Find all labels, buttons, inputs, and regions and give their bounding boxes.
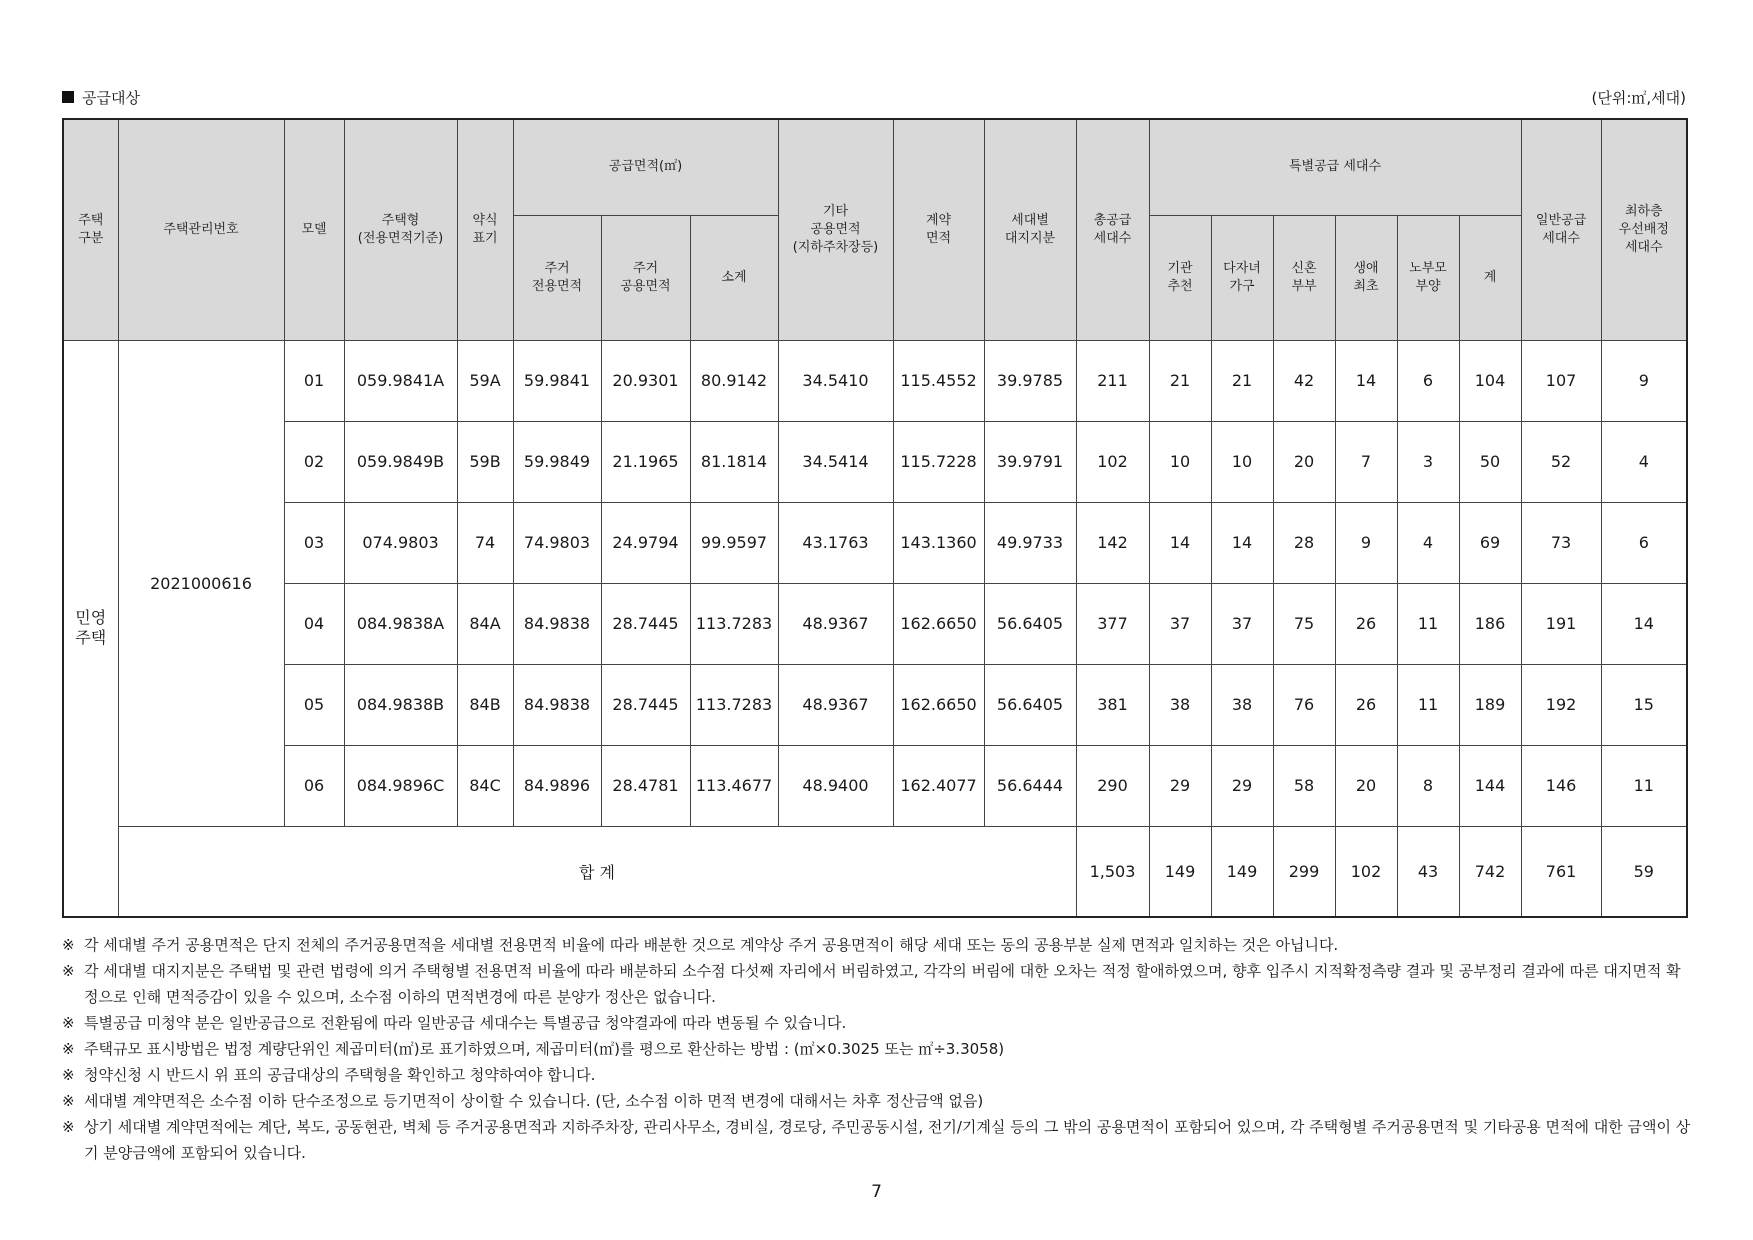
cell-contract: 162.6650 (893, 664, 984, 745)
cell-newly: 58 (1273, 745, 1335, 826)
header-model: 모델 (284, 119, 344, 340)
note-text: 특별공급 미청약 분은 일반공급으로 전환됨에 따라 일반공급 세대수는 특별공급 청약결과에 따라 변동될 수 있습니다. (84, 1014, 847, 1032)
total-newly: 299 (1273, 826, 1335, 917)
header-subtotal: 소계 (690, 215, 778, 340)
reference-mark-icon: ※ (62, 936, 75, 954)
cell-model: 03 (284, 502, 344, 583)
cell-sum: 69 (1459, 502, 1521, 583)
header-land-share: 세대별 대지지분 (984, 119, 1076, 340)
section-title (62, 87, 140, 108)
cell-newly: 75 (1273, 583, 1335, 664)
cell-contract: 162.4077 (893, 745, 984, 826)
cell-lowest: 15 (1601, 664, 1687, 745)
cell-land: 56.6444 (984, 745, 1076, 826)
notes-list (62, 932, 1692, 1166)
header-special-sum: 계 (1459, 215, 1521, 340)
cell-model: 02 (284, 421, 344, 502)
cell-general: 73 (1521, 502, 1601, 583)
cell-total: 381 (1076, 664, 1149, 745)
cell-total: 102 (1076, 421, 1149, 502)
cell-sum: 104 (1459, 340, 1521, 421)
total-supply-sum: 1,503 (1076, 826, 1149, 917)
table-row (63, 340, 1687, 421)
header-general-supply: 일반공급 세대수 (1521, 119, 1601, 340)
cell-model: 06 (284, 745, 344, 826)
cell-subtotal: 80.9142 (690, 340, 778, 421)
reference-mark-icon: ※ (62, 1014, 75, 1032)
header-total-supply: 총공급 세대수 (1076, 119, 1149, 340)
note-text: 주택규모 표시방법은 법정 계량단위인 제곱미터(㎡)로 표기하였으며, 제곱미터(㎡)를 평으로 환산하는 방법 : (㎡×0.3025 또는 ㎡÷3.3058) (84, 1040, 1005, 1058)
page-number: 7 (871, 1182, 882, 1202)
cell-first: 7 (1335, 421, 1397, 502)
header-multichild: 다자녀 가구 (1211, 215, 1273, 340)
cell-common: 21.1965 (601, 421, 690, 502)
cell-land: 39.9785 (984, 340, 1076, 421)
note-item (62, 958, 1692, 1010)
note-text: 청약신청 시 반드시 위 표의 공급대상의 주택형을 확인하고 청약하여야 합니다. (84, 1066, 596, 1084)
reference-mark-icon: ※ (62, 1092, 75, 1110)
cell-contract: 143.1360 (893, 502, 984, 583)
cell-other-common: 48.9367 (778, 583, 893, 664)
cell-inst: 29 (1149, 745, 1211, 826)
cell-exclusive: 84.9896 (513, 745, 601, 826)
table-row (63, 583, 1687, 664)
header-management-no: 주택관리번호 (118, 119, 284, 340)
cell-model: 05 (284, 664, 344, 745)
cell-general: 146 (1521, 745, 1601, 826)
unit-label: (단위:㎡,세대) (1591, 88, 1686, 107)
note-item (62, 1036, 1692, 1062)
cell-multi: 37 (1211, 583, 1273, 664)
table-row (63, 502, 1687, 583)
cell-elder: 11 (1397, 583, 1459, 664)
cell-total: 211 (1076, 340, 1149, 421)
cell-elder: 4 (1397, 502, 1459, 583)
cell-contract: 115.4552 (893, 340, 984, 421)
note-item (62, 932, 1692, 958)
cell-house-type: 084.9838B (344, 664, 457, 745)
cell-multi: 38 (1211, 664, 1273, 745)
note-text: 세대별 계약면적은 소수점 이하 단수조정으로 등기면적이 상이할 수 있습니다. (단, 소수점 이하 면적 변경에 대해서는 차후 정산금액 없음) (84, 1092, 984, 1110)
cell-other-common: 43.1763 (778, 502, 893, 583)
cell-exclusive: 84.9838 (513, 583, 601, 664)
cell-lowest: 4 (1601, 421, 1687, 502)
total-lowest: 59 (1601, 826, 1687, 917)
cell-land: 56.6405 (984, 664, 1076, 745)
cell-total: 290 (1076, 745, 1149, 826)
cell-elder: 8 (1397, 745, 1459, 826)
cell-contract: 162.6650 (893, 583, 984, 664)
table-row (63, 664, 1687, 745)
header-house-type: 주택형 (전용면적기준) (344, 119, 457, 340)
cell-other-common: 34.5414 (778, 421, 893, 502)
cell-house-type: 084.9838A (344, 583, 457, 664)
cell-subtotal: 81.1814 (690, 421, 778, 502)
total-label: 합 계 (118, 826, 1076, 917)
cell-multi: 10 (1211, 421, 1273, 502)
cell-house-type: 059.9841A (344, 340, 457, 421)
total-elder: 43 (1397, 826, 1459, 917)
cell-lowest: 6 (1601, 502, 1687, 583)
cell-inst: 14 (1149, 502, 1211, 583)
cell-general: 52 (1521, 421, 1601, 502)
cell-common: 28.7445 (601, 583, 690, 664)
cell-abbr: 84C (457, 745, 513, 826)
group-management-no: 2021000616 (118, 340, 284, 826)
cell-sum: 144 (1459, 745, 1521, 826)
cell-elder: 11 (1397, 664, 1459, 745)
cell-total: 377 (1076, 583, 1149, 664)
cell-multi: 21 (1211, 340, 1273, 421)
cell-first: 9 (1335, 502, 1397, 583)
cell-house-type: 074.9803 (344, 502, 457, 583)
cell-lowest: 14 (1601, 583, 1687, 664)
cell-inst: 37 (1149, 583, 1211, 664)
cell-land: 39.9791 (984, 421, 1076, 502)
cell-first: 26 (1335, 664, 1397, 745)
header-lowest-floor: 최하층 우선배정 세대수 (1601, 119, 1687, 340)
note-text: 각 세대별 주거 공용면적은 단지 전체의 주거공용면적을 세대별 전용면적 비율에 따라 배분한 것으로 계약상 주거 공용면적이 해당 세대 또는 동의 공용부분 실제 면적과 일치하는 것은 아닙니다. (84, 936, 1339, 954)
total-special-sum: 742 (1459, 826, 1521, 917)
cell-abbr: 84B (457, 664, 513, 745)
cell-common: 28.7445 (601, 664, 690, 745)
reference-mark-icon: ※ (62, 1040, 75, 1058)
cell-subtotal: 113.4677 (690, 745, 778, 826)
header-abbr: 약식 표기 (457, 119, 513, 340)
cell-subtotal: 113.7283 (690, 664, 778, 745)
header-contract-area: 계약 면적 (893, 119, 984, 340)
cell-model: 01 (284, 340, 344, 421)
cell-contract: 115.7228 (893, 421, 984, 502)
header-special-supply: 특별공급 세대수 (1149, 119, 1521, 215)
note-item (62, 1114, 1692, 1166)
cell-sum: 189 (1459, 664, 1521, 745)
note-item (62, 1010, 1692, 1036)
note-item (62, 1088, 1692, 1114)
cell-other-common: 34.5410 (778, 340, 893, 421)
section-title-text: 공급대상 (82, 88, 140, 107)
cell-general: 107 (1521, 340, 1601, 421)
cell-house-type: 084.9896C (344, 745, 457, 826)
supply-table (62, 118, 1688, 918)
cell-abbr: 59B (457, 421, 513, 502)
header-first-time: 생애 최초 (1335, 215, 1397, 340)
total-first: 102 (1335, 826, 1397, 917)
cell-abbr: 84A (457, 583, 513, 664)
cell-lowest: 9 (1601, 340, 1687, 421)
note-item (62, 1062, 1692, 1088)
header-supply-area: 공급면적(㎡) (513, 119, 778, 215)
cell-elder: 3 (1397, 421, 1459, 502)
cell-sum: 50 (1459, 421, 1521, 502)
cell-land: 56.6405 (984, 583, 1076, 664)
cell-multi: 14 (1211, 502, 1273, 583)
cell-other-common: 48.9400 (778, 745, 893, 826)
cell-newly: 28 (1273, 502, 1335, 583)
cell-exclusive: 59.9849 (513, 421, 601, 502)
note-text: 상기 세대별 계약면적에는 계단, 복도, 공동현관, 벽체 등 주거공용면적과 지하주차장, 관리사무소, 경비실, 경로당, 주민공동시설, 전기/기계실 등의 그 밖의 공용면적이 포함되어 있으며, 각 주택형별 주거공용면적 및 기타공용 면적에 대한 금액이 상기 분양금액에 포함되어 있습니다. (84, 1118, 1691, 1162)
total-multi: 149 (1211, 826, 1273, 917)
black-square-icon (62, 91, 74, 103)
cell-multi: 29 (1211, 745, 1273, 826)
reference-mark-icon: ※ (62, 1066, 75, 1084)
header-housing-type: 주택 구분 (63, 119, 118, 340)
cell-first: 26 (1335, 583, 1397, 664)
cell-exclusive: 74.9803 (513, 502, 601, 583)
cell-newly: 42 (1273, 340, 1335, 421)
cell-inst: 38 (1149, 664, 1211, 745)
cell-exclusive: 59.9841 (513, 340, 601, 421)
cell-common: 28.4781 (601, 745, 690, 826)
reference-mark-icon: ※ (62, 962, 75, 980)
header-elderly: 노부모 부양 (1397, 215, 1459, 340)
cell-first: 14 (1335, 340, 1397, 421)
cell-sum: 186 (1459, 583, 1521, 664)
cell-abbr: 59A (457, 340, 513, 421)
header-common: 주거 공용면적 (601, 215, 690, 340)
cell-common: 20.9301 (601, 340, 690, 421)
cell-lowest: 11 (1601, 745, 1687, 826)
group-housing-type: 민영 주택 (63, 340, 118, 917)
total-row (63, 826, 1687, 917)
total-general: 761 (1521, 826, 1601, 917)
note-text: 각 세대별 대지지분은 주택법 및 관련 법령에 의거 주택형별 전용면적 비율에 따라 배분하되 소수점 다섯째 자리에서 버림하였고, 각각의 버림에 대한 오차는 적정 할애하였으며, 향후 입주시 지적확정측량 결과 및 공부정리 결과에 따른 대지면적 확정으로 인해 면적증감이 있을 수 있으며, 소수점 이하의 면적변경에 따른 분양가 정산은 없습니다. (84, 962, 1681, 1006)
header-newlywed: 신혼 부부 (1273, 215, 1335, 340)
cell-inst: 21 (1149, 340, 1211, 421)
cell-subtotal: 113.7283 (690, 583, 778, 664)
cell-exclusive: 84.9838 (513, 664, 601, 745)
cell-abbr: 74 (457, 502, 513, 583)
cell-first: 20 (1335, 745, 1397, 826)
cell-elder: 6 (1397, 340, 1459, 421)
cell-inst: 10 (1149, 421, 1211, 502)
cell-newly: 76 (1273, 664, 1335, 745)
cell-newly: 20 (1273, 421, 1335, 502)
section-header (62, 86, 1686, 108)
cell-common: 24.9794 (601, 502, 690, 583)
header-other-common: 기타 공용면적 (지하주차장등) (778, 119, 893, 340)
cell-subtotal: 99.9597 (690, 502, 778, 583)
header-exclusive: 주거 전용면적 (513, 215, 601, 340)
table-row (63, 745, 1687, 826)
cell-other-common: 48.9367 (778, 664, 893, 745)
cell-model: 04 (284, 583, 344, 664)
cell-total: 142 (1076, 502, 1149, 583)
total-inst: 149 (1149, 826, 1211, 917)
cell-general: 191 (1521, 583, 1601, 664)
cell-land: 49.9733 (984, 502, 1076, 583)
table-row (63, 421, 1687, 502)
cell-house-type: 059.9849B (344, 421, 457, 502)
cell-general: 192 (1521, 664, 1601, 745)
reference-mark-icon: ※ (62, 1118, 75, 1136)
header-institution: 기관 추천 (1149, 215, 1211, 340)
